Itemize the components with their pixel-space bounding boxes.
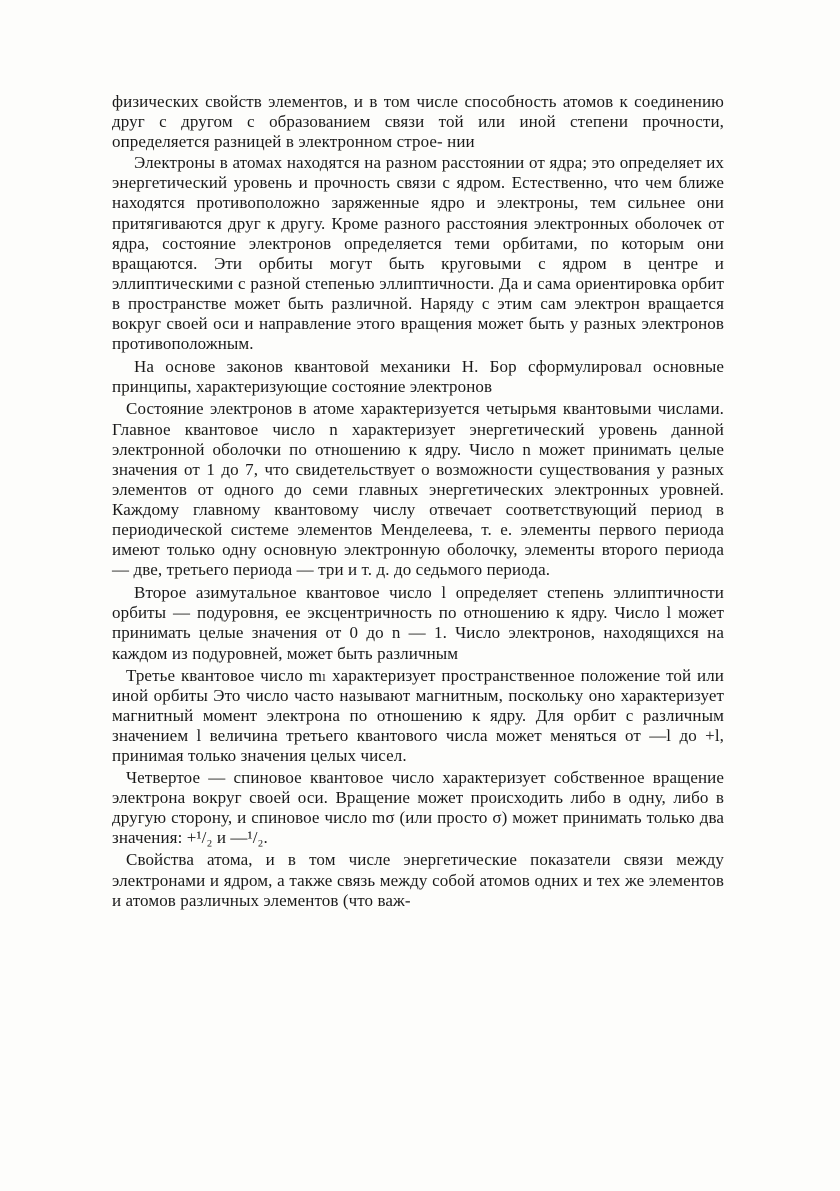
paragraph-5: Второе азимутальное квантовое число l определяет степень эллиптичности орбиты — подуровня, ее эксцентричность по отношению к ядру. Число l может принимать целые значения от 0 до n — 1. Число электронов, находящихся на каждом из подуровней, может быть различным (112, 583, 724, 663)
paragraph-2: Электроны в атомах находятся на разном расстоянии от ядра; это определяет их энергетический уровень и прочность связи с ядром. Естественно, что чем ближе находятся противоположно заряженные ядро и электроны, тем сильнее они притягиваются друг к другу. Кроме разного расстояния электронных оболочек от ядра, состояние электронов определяется теми орбитами, по которым они вращаются. Эти орбиты могут быть круговыми с ядром в центре и эллиптическими с разной степенью эллиптичности. Да и сама ориентировка орбит в пространстве может быть различной. Наряду с этим сам электрон вращается вокруг своей оси и направление этого вращения может быть у разных электронов противоположным. (112, 153, 724, 354)
paragraph-1: физических свойств элементов, и в том числе способность атомов к соединению друг с другом с образованием связи той или иной степени прочности, определяется разницей в электронном строе- нии (112, 92, 724, 152)
paragraph-8: Свойства атома, и в том числе энергетические показатели связи между электронами и ядром, а также связь между собой атомов одних и тех же элементов и атомов различных элементов (что важ- (112, 850, 724, 910)
paragraph-7: Четвертое — спиновое квантовое число характеризует собственное вращение электрона вокруг своей оси. Вращение может происходить либо в одну, либо в другую сторону, и спиновое число mσ (или просто σ) может принимать только два значения: +¹/₂ и —¹/₂. (112, 768, 724, 848)
body-text (112, 92, 724, 912)
paragraph-4: Состояние электронов в атоме характеризуется четырьмя квантовыми числами. Главное квантовое число n характеризует энергетический уровень данной электронной оболочки по отношению к ядру. Число n может принимать целые значения от 1 до 7, что свидетельствует о возможности существования у разных элементов от одного до семи главных энергетических электронных уровней. Каждому главному квантовому числу отвечает соответствующий период в периодической системе элементов Менделеева, т. е. элементы первого периода имеют только одну основную электронную оболочку, элементы второго периода — две, третьего периода — три и т. д. до седьмого периода. (112, 399, 724, 580)
paragraph-3: На основе законов квантовой механики Н. Бор сформулировал основные принципы, характеризующие состояние электронов (112, 357, 724, 397)
paragraph-6: Третье квантовое число mₗ характеризует пространственное положение той или иной орбиты Это число часто называют магнитным, поскольку оно характеризует магнитный момент электрона по отношению к ядру. Для орбит с различным значением l величина третьего квантового числа может меняться от —l до +l, принимая только значения целых чисел. (112, 665, 724, 765)
